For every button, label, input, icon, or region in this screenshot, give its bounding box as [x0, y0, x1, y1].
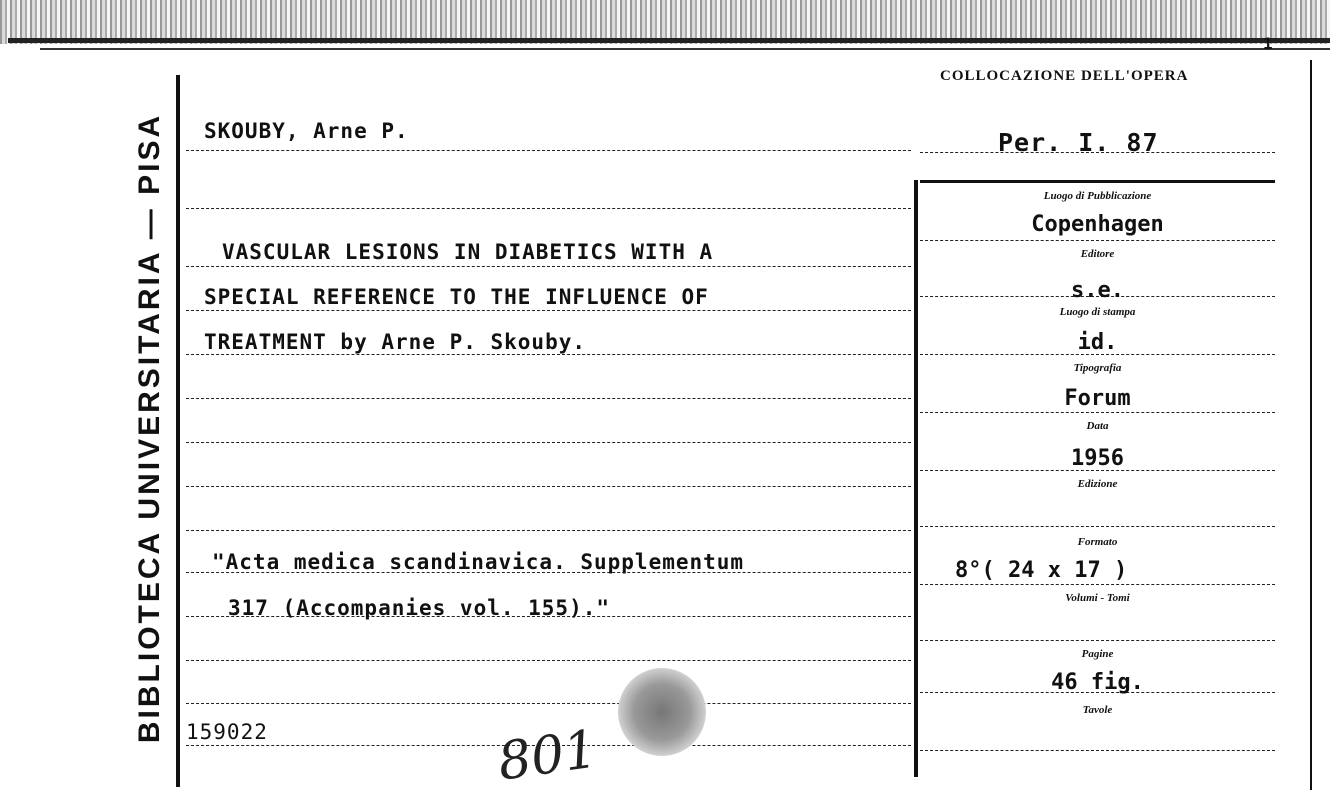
- inventory-number: 159022: [186, 720, 268, 744]
- detail-rule: [920, 526, 1275, 527]
- detail-rule: [920, 412, 1275, 413]
- date-value: 1956: [1071, 446, 1124, 471]
- volumes-label: Volumi - Tomi: [1065, 592, 1130, 604]
- right-column-rule: [914, 180, 918, 777]
- handwritten-number: 801: [494, 719, 601, 793]
- author-heading: SKOUBY, Arne P.: [204, 119, 409, 143]
- series-line: 317 (Accompanies vol. 155).": [228, 596, 611, 620]
- rule-line: [186, 442, 911, 443]
- title-line: SPECIAL REFERENCE TO THE INFLUENCE OF: [204, 285, 709, 309]
- printer-label: Tipografia: [1073, 362, 1122, 374]
- rule-line: [186, 266, 911, 267]
- title-line: VASCULAR LESIONS IN DIABETICS WITH A: [222, 240, 714, 264]
- print-place-value: id.: [1077, 330, 1118, 355]
- rule-line: [186, 703, 911, 704]
- shelfmark-header: COLLOCAZIONE DELL'OPERA: [940, 68, 1189, 84]
- print-place-label: Luogo di stampa: [1059, 306, 1136, 318]
- pages-label: Pagine: [1081, 648, 1114, 660]
- rule-line: [186, 530, 911, 531]
- publisher-value: s.e.: [1071, 278, 1124, 303]
- left-margin-rule: [176, 75, 180, 787]
- date-label: Data: [1086, 420, 1109, 432]
- series-line: "Acta medica scandinavica. Supplementum: [212, 550, 745, 574]
- library-stamp: [618, 668, 706, 756]
- edition-label: Edizione: [1077, 478, 1118, 490]
- top-rule: [8, 38, 1330, 43]
- rule-line: [186, 398, 911, 399]
- format-label: Formato: [1077, 536, 1118, 548]
- printer-value: Forum: [1064, 386, 1131, 411]
- detail-rule: [920, 640, 1275, 641]
- rule-line: [186, 486, 911, 487]
- right-edge-rule: [1310, 60, 1312, 790]
- rule-line: [186, 310, 911, 311]
- top-rule-secondary: [40, 48, 1330, 50]
- format-value: 8°( 24 x 17 ): [955, 558, 1128, 583]
- shelfmark: Per. I. 87: [998, 128, 1159, 157]
- rule-line: [186, 660, 911, 661]
- place-value: Copenhagen: [1031, 212, 1164, 237]
- detail-rule: [920, 240, 1275, 241]
- publisher-label: Editore: [1080, 248, 1115, 260]
- title-line: TREATMENT by Arne P. Skouby.: [204, 330, 587, 354]
- detail-rule: [920, 750, 1275, 751]
- detail-rule: [920, 584, 1275, 585]
- detail-box-top: [920, 180, 1275, 183]
- pages-value: 46 fig.: [1051, 670, 1144, 695]
- rule-line: [186, 150, 911, 151]
- rule-line: [186, 354, 911, 355]
- rule-line: [186, 208, 911, 209]
- place-label: Luogo di Pubblicazione: [1043, 190, 1152, 202]
- institution-label: BIBLIOTECA UNIVERSITARIA — PISA: [133, 112, 166, 744]
- page-marker: 1: [1263, 34, 1273, 53]
- plates-label: Tavole: [1082, 704, 1113, 716]
